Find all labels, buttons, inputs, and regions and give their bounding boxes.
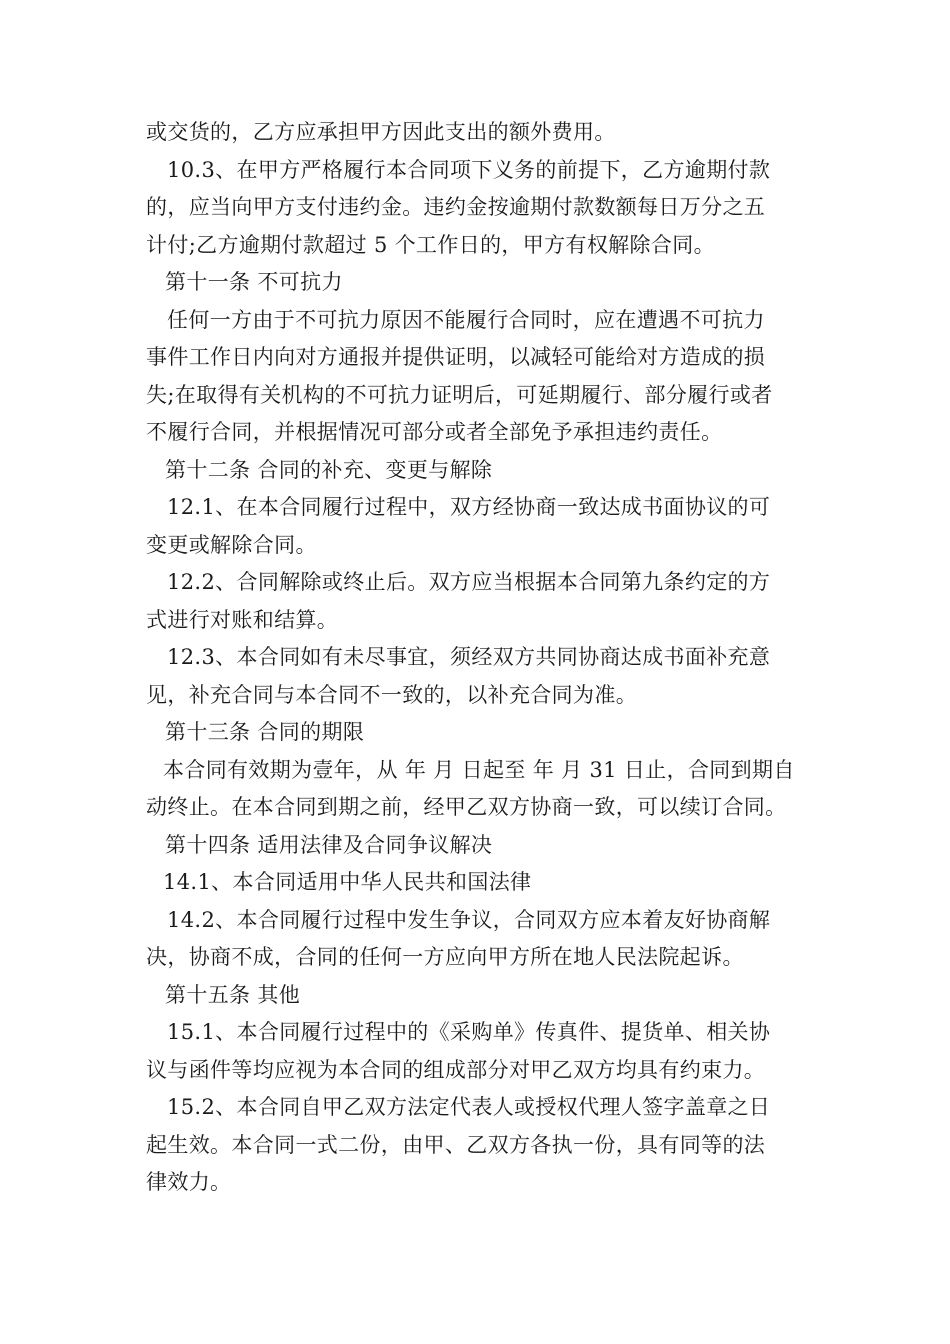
clause-15-1-line-2: 议与函件等均应视为本合同的组成部分对甲乙双方均具有约束力。 xyxy=(146,1057,766,1082)
clause-12-2-line-2: 式进行对账和结算。 xyxy=(146,607,339,632)
clause-10-2-continuation: 或交货的，乙方应承担甲方因此支出的额外费用。 xyxy=(146,120,616,144)
article-13-line-2: 动终止。在本合同到期之前，经甲乙双方协商一致，可以续订合同。 xyxy=(146,795,787,819)
article-12-heading: 第十二条 合同的补充、变更与解除 xyxy=(165,457,493,482)
article-11-heading: 第十一条 不可抗力 xyxy=(165,270,343,294)
article-11-line-1: 任何一方由于不可抗力原因不能履行合同时，应在遭遇不可抗力 xyxy=(167,307,765,332)
clause-15-2-line-3: 律效力。 xyxy=(146,1170,232,1194)
clause-10-3-line-2: 的，应当向甲方支付违约金。违约金按逾期付款数额每日万分之五 xyxy=(146,195,766,219)
clause-15-2-line-2: 起生效。本合同一式二份，由甲、乙双方各执一份，具有同等的法 xyxy=(146,1132,766,1157)
clause-12-2-line-1: 12.2、合同解除或终止后。双方应当根据本合同第九条约定的方 xyxy=(167,570,771,594)
clause-14-1: 14.1、本合同适用中华人民共和国法律 xyxy=(163,870,532,894)
article-11-line-3: 失;在取得有关机构的不可抗力证明后，可延期履行、部分履行或者 xyxy=(146,382,773,407)
clause-10-3-line-1: 10.3、在甲方严格履行本合同项下义务的前提下，乙方逾期付款 xyxy=(167,157,771,182)
clause-14-2-line-1: 14.2、本合同履行过程中发生争议，合同双方应本着友好协商解 xyxy=(167,907,771,932)
clause-12-3-line-2: 见，补充合同与本合同不一致的，以补充合同为准。 xyxy=(146,682,638,707)
clause-12-1-line-2: 变更或解除合同。 xyxy=(146,532,317,557)
clause-15-1-line-1: 15.1、本合同履行过程中的《采购单》传真件、提货单、相关协 xyxy=(167,1020,771,1044)
clause-14-2-line-2: 决，协商不成，合同的任何一方应向甲方所在地人民法院起诉。 xyxy=(146,945,744,969)
article-11-line-2: 事件工作日内向对方通报并提供证明，以减轻可能给对方造成的损 xyxy=(146,345,766,369)
article-13-heading: 第十三条 合同的期限 xyxy=(165,720,365,744)
clause-12-1-line-1: 12.1、在本合同履行过程中，双方经协商一致达成书面协议的可 xyxy=(167,495,771,519)
contract-page xyxy=(146,114,806,1202)
article-11-line-4: 不履行合同，并根据情况可部分或者全部免予承担违约责任。 xyxy=(146,420,723,444)
article-15-heading: 第十五条 其他 xyxy=(165,982,301,1007)
clause-15-2-line-1: 15.2、本合同自甲乙双方法定代表人或授权代理人签字盖章之日 xyxy=(167,1095,771,1119)
article-13-line-1: 本合同有效期为壹年，从 年 月 日起至 年 月 31 日止，合同到期自 xyxy=(163,757,795,782)
article-14-heading: 第十四条 适用法律及合同争议解决 xyxy=(165,832,493,857)
clause-12-3-line-1: 12.3、本合同如有未尽事宜，须经双方共同协商达成书面补充意 xyxy=(167,645,771,669)
clause-10-3-line-3: 计付;乙方逾期付款超过 5 个工作日的，甲方有权解除合同。 xyxy=(146,232,715,257)
